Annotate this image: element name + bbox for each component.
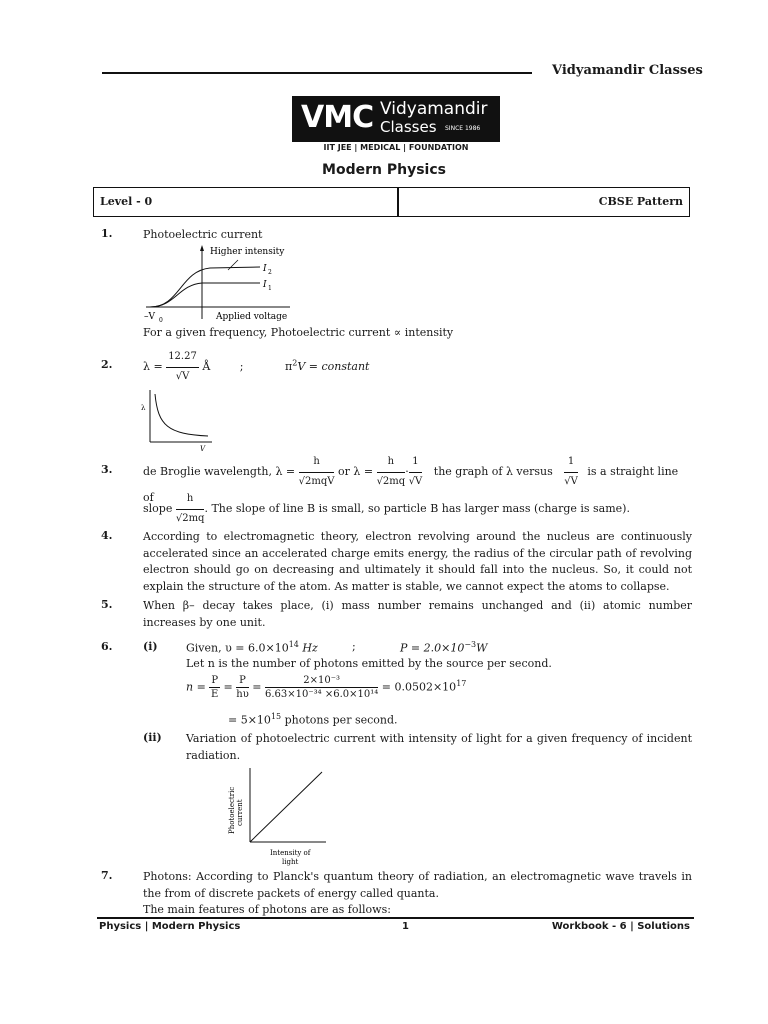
q7-text2: The main features of photons are as follows:	[143, 903, 391, 916]
q2-rhs: π	[285, 360, 293, 373]
q1-pointer	[228, 260, 238, 270]
q6-approx-sup: 15	[270, 712, 282, 721]
q3-f3-top: 1	[409, 454, 423, 473]
q6-given	[186, 640, 318, 655]
q3-f4-bot: √V	[564, 475, 578, 487]
q2-rhs-tail: V = constant	[297, 360, 370, 373]
q6-given-unit: Hz	[302, 641, 318, 655]
q1-number: 1.	[101, 227, 113, 240]
q1-xlabel: Applied voltage	[216, 312, 288, 322]
q3-frac5	[176, 491, 205, 527]
q6-xlabel-1: Intensity of	[270, 849, 311, 857]
q3-line2	[143, 491, 692, 527]
q3-number: 3.	[101, 463, 113, 476]
q2-number: 2.	[101, 358, 113, 371]
level-box-divider	[397, 188, 399, 216]
header-brand: Vidyamandir Classes	[552, 63, 703, 78]
q3-frac1	[299, 454, 335, 490]
q6-given-val: Given, υ = 6.0×10	[186, 641, 289, 655]
q6-eq-res: = 0.0502×10	[381, 680, 457, 694]
q2-equation	[143, 349, 692, 385]
q6-frac-a	[209, 675, 220, 700]
q6-approx	[228, 712, 398, 727]
q6-fa-bot: E	[211, 689, 219, 700]
q3-or: or	[337, 465, 350, 478]
q6-fb-bot: hυ	[236, 689, 249, 700]
q7-text: Photons: According to Planck's quantum theory of radiation, an electromagnetic wave travels in the from of discrete packets of energy called quanta.	[143, 870, 692, 900]
q2-f-top: 12.27	[166, 349, 199, 368]
q3-tail: is a straight line of	[143, 465, 679, 504]
q6-graph	[222, 764, 332, 868]
page-title: Modern Physics	[322, 162, 446, 178]
q3-f1-bot: √2mqV	[298, 475, 335, 487]
q6-xlabel-2: light	[282, 858, 299, 866]
q6-approx-tail: photons per second.	[284, 713, 398, 727]
q6-number: 6.	[101, 640, 113, 653]
q1-curve-i1	[150, 283, 260, 307]
q4-text: According to electromagnetic theory, electron revolving around the nucleus are continuously accelerated since an accelerated charge emits energy, the radius of the circular path of revolving electron should go on decreasing and ultimately it should fall into the nucleus. So, it could not explain the structure of the atom. As matter is stable, we cannot expect the atoms to collapse.	[143, 530, 692, 593]
q6-equation	[186, 675, 466, 700]
q3-f2-bot: √2mq	[376, 475, 406, 487]
q3-l2: λ =	[353, 465, 374, 478]
q6-eq3: =	[252, 680, 262, 694]
q6-power-sup: −3	[464, 640, 477, 649]
q1-v0-label: –V	[144, 312, 155, 322]
q1-i1-label: I	[263, 280, 267, 290]
logo-name-1: Vidyamandir	[380, 99, 488, 119]
q2-xlabel: V	[200, 445, 206, 452]
q6-fb-top: P	[236, 675, 249, 688]
q1-i2-sub: 2	[268, 269, 272, 276]
q2-lambda: λ =	[143, 360, 163, 373]
q2-f-bot: √V	[175, 370, 190, 382]
q6-eq-lhs: n =	[186, 680, 206, 694]
q3-f5-top: h	[176, 491, 205, 510]
q1-curve-i2	[150, 267, 260, 307]
q3-pre: de Broglie wavelength,	[143, 465, 272, 478]
q5-text: When β– decay takes place, (i) mass number remains unchanged and (ii) atomic number increases by one unit.	[143, 599, 692, 629]
q6-fa-top: P	[211, 675, 219, 686]
q6-line	[250, 772, 322, 842]
level-label: Level - 0	[100, 195, 153, 208]
q5-number: 5.	[101, 598, 113, 611]
header-rule	[102, 72, 532, 74]
q1-v0-sub: 0	[159, 317, 163, 324]
q1-i2-label: I	[263, 264, 267, 274]
pattern-label: CBSE Pattern	[598, 195, 683, 208]
q3-f3-bot: √V	[408, 475, 423, 487]
q6-let: Let n is the number of photons emitted by the source per second.	[186, 657, 552, 670]
q6-part-ii: (ii)	[143, 731, 162, 744]
footer-right: Workbook - 6 | Solutions	[551, 921, 690, 932]
q3-l1: λ =	[275, 465, 296, 478]
q3-f4-top: 1	[564, 454, 578, 473]
q2-sep: ;	[239, 360, 244, 373]
q6-approx-val: = 5×10	[228, 713, 271, 727]
logo-vmc: VMC	[301, 100, 374, 135]
q2-curve	[155, 394, 208, 436]
q6-ylabel-1: Photoelectric	[228, 786, 236, 834]
q6-part-i: (i)	[143, 640, 158, 653]
q2-ylabel: λ	[141, 404, 146, 412]
q3-frac2	[377, 454, 406, 490]
q2-graph	[138, 386, 218, 452]
q1-note: For a given frequency, Photoelectric current ∝ intensity	[143, 326, 454, 339]
q3-f1-top: h	[299, 454, 335, 473]
logo-tagline: IIT JEE | MEDICAL | FOUNDATION	[323, 143, 469, 152]
q6-eq-res-sup: 17	[456, 678, 467, 688]
q3-f5-bot: √2mq	[175, 512, 205, 524]
level-box	[93, 187, 690, 217]
q6-given-sup: 14	[288, 640, 299, 649]
q3-line2-text: . The slope of line B is small, so particle B has larger mass (charge is same).	[204, 502, 630, 515]
q3-frac3	[409, 454, 423, 490]
q3-slope: slope	[143, 502, 173, 515]
q6-fc-top: 2×10⁻³	[265, 675, 378, 688]
footer-left: Physics | Modern Physics	[99, 921, 241, 932]
q6-power	[400, 640, 487, 655]
q6-frac-b	[236, 675, 249, 700]
q4-number: 4.	[101, 529, 113, 542]
q1-i1-sub: 1	[268, 285, 272, 292]
q6-eq2: =	[223, 680, 233, 694]
footer-page: 1	[402, 921, 409, 932]
q3-mid: the graph of λ versus	[433, 465, 553, 478]
q6-ii-text: Variation of photoelectric current with intensity of light for a given frequency of incident radiation.	[186, 732, 692, 762]
q1-higher-label: Higher intensity	[210, 247, 285, 257]
q6-sep: ;	[352, 640, 356, 653]
q3-dot: ·	[405, 465, 409, 478]
q1-y-arrow	[200, 245, 204, 251]
q6-power-unit: W	[476, 641, 488, 655]
q6-power-val: P = 2.0×10	[400, 641, 465, 655]
q1-graph	[140, 243, 300, 325]
q6-frac-c	[265, 675, 378, 700]
q2-rhs-sup: 2	[292, 358, 298, 368]
logo-since: SINCE 1986	[445, 125, 481, 132]
logo-name-2: Classes	[380, 118, 437, 136]
q6-fc-bot: 6.63×10⁻³⁴ ×6.0×10¹⁴	[265, 689, 379, 700]
q1-heading: Photoelectric current	[143, 228, 263, 241]
q3-frac4	[564, 454, 578, 490]
q3-f2-top: h	[377, 454, 406, 473]
q2-unit: Å	[202, 360, 211, 373]
q6-ylabel-2: current	[236, 799, 244, 826]
vmc-logo	[292, 96, 500, 142]
q2-fraction	[166, 349, 199, 385]
q7-number: 7.	[101, 869, 113, 882]
footer-rule	[97, 917, 694, 919]
